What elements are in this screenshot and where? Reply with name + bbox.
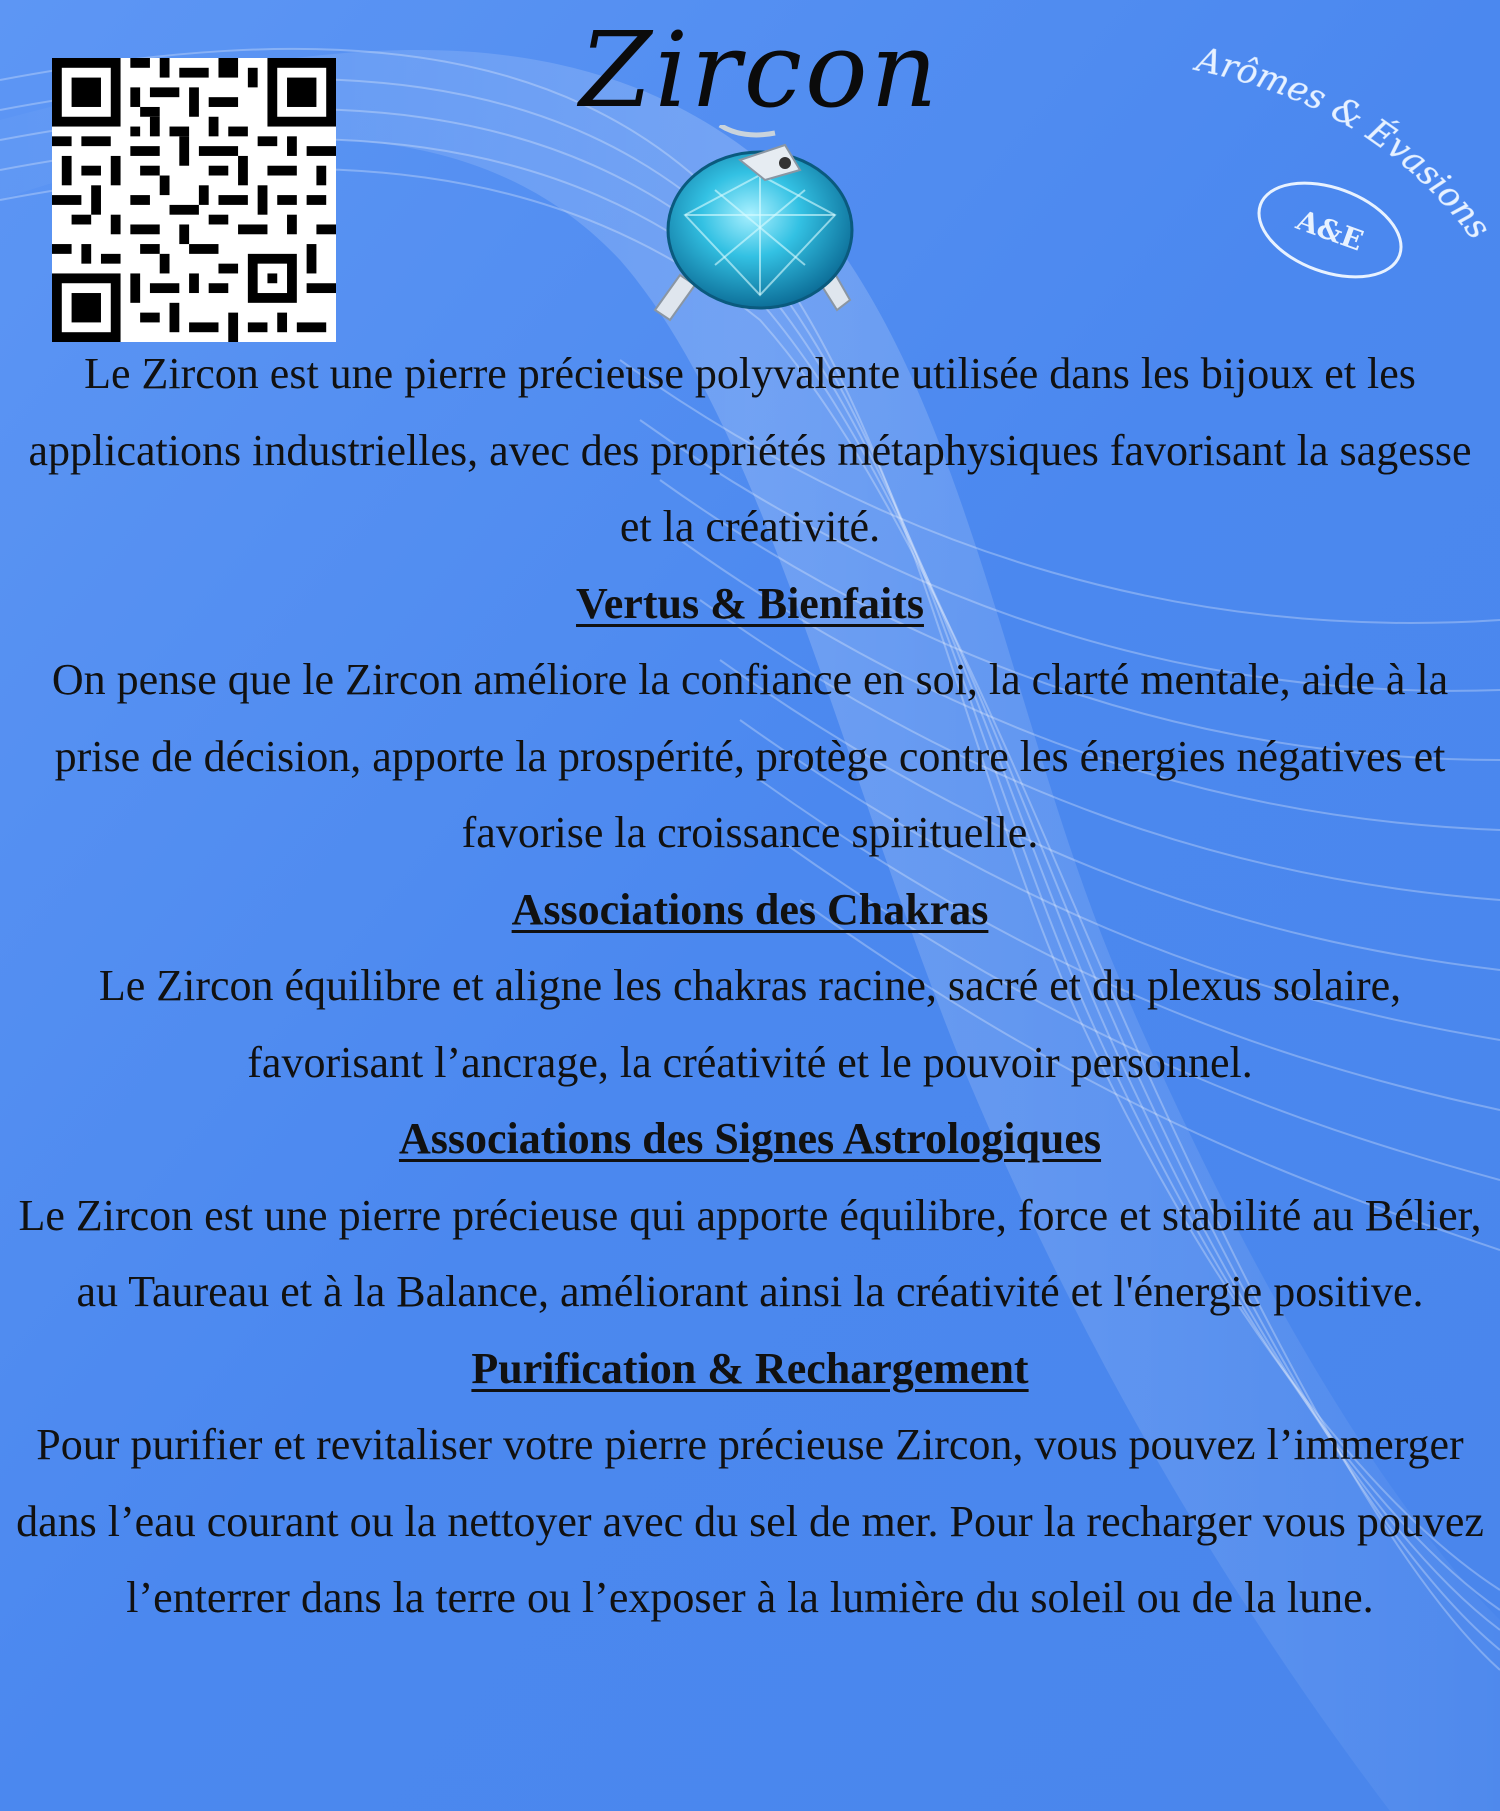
- logo-initials: A&E: [1292, 203, 1368, 258]
- logo-script-text: Arômes & Évasions: [1192, 40, 1499, 247]
- section-heading-purification: Purification & Rechargement: [471, 1343, 1029, 1393]
- qr-code-icon: [52, 58, 336, 342]
- section-heading-chakras: Associations des Chakras: [511, 884, 989, 934]
- section-heading-vertus: Vertus & Bienfaits: [576, 578, 924, 628]
- content: [15, 336, 1485, 1637]
- section-body-chakras: Le Zircon équilibre et aligne les chakras racine, sacré et du plexus solaire, favorisant l’ancrage, la créativité et le pouvoir personnel.: [98, 961, 1402, 1087]
- section-body-vertus: On pense que le Zircon améliore la confiance en soi, la clarté mentale, aide à la prise de décision, apporte la prospérité, protège contre les énergies négatives et favorise la croissance spirituelle.: [51, 655, 1449, 857]
- section-body-purification: Pour purifier et revitaliser votre pierre précieuse Zircon, vous pouvez l’immerger dans l’eau courant ou la nettoyer avec du sel de mer. Pour la recharger vous pouvez l’enterrer dans la terre ou l’exposer à la lumière du soleil ou de la lune.: [16, 1420, 1484, 1622]
- svg-text:Arômes & Évasions: [1190, 40, 1498, 247]
- section-body-astrologie: Le Zircon est une pierre précieuse qui apporte équilibre, force et stabilité au Bélier, au Taureau et à la Balance, améliorant ainsi la créativité et l'énergie positive.: [18, 1190, 1482, 1316]
- zircon-gem-image: [625, 125, 895, 325]
- intro-paragraph: Le Zircon est une pierre précieuse polyvalente utilisée dans les bijoux et les applications industrielles, avec des propriétés métaphysiques favorisant la sagesse et la créativité.: [28, 349, 1472, 551]
- brand-logo: [1180, 40, 1500, 280]
- page-title: Zircon: [579, 9, 941, 131]
- section-heading-astrologie: Associations des Signes Astrologiques: [398, 1114, 1102, 1163]
